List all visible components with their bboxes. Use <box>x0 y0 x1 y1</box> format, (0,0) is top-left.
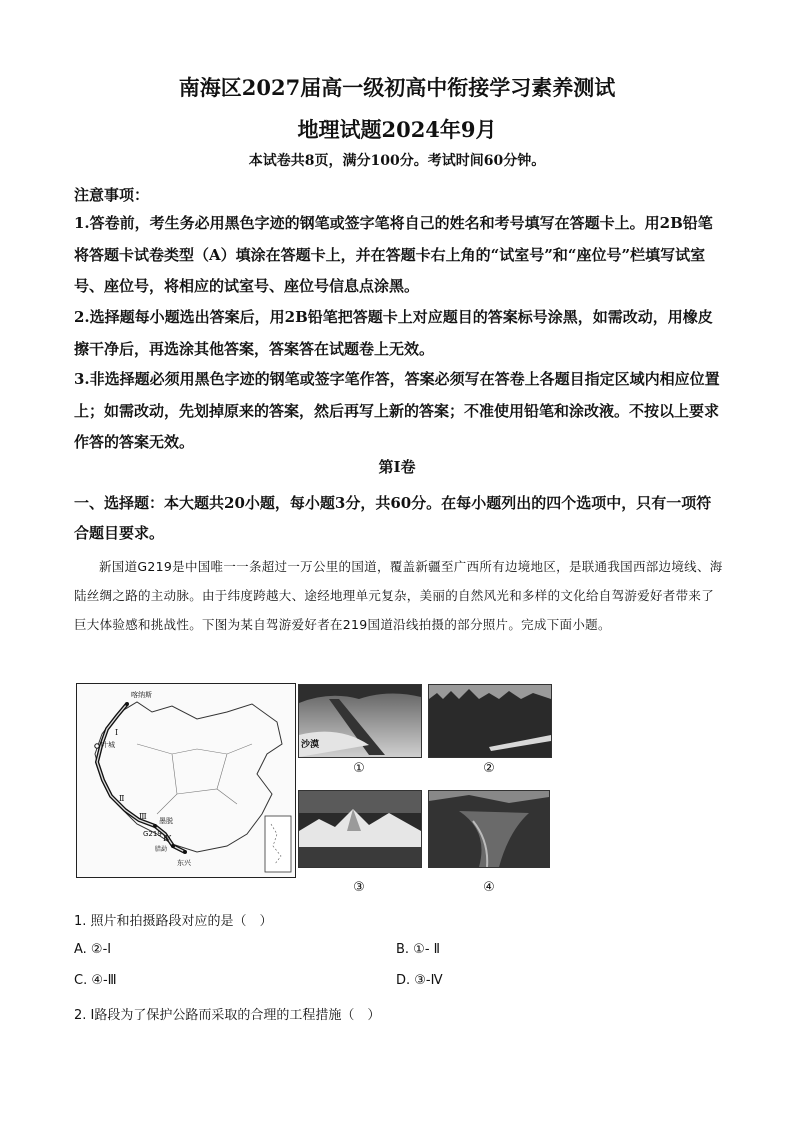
question-1-option-d: D. ③-Ⅳ <box>396 973 443 988</box>
label-lameng: 腊勐 <box>155 846 168 853</box>
photo-label-4: ④ <box>483 880 495 895</box>
label-motuo: 墨脱 <box>159 817 173 825</box>
note-item-3: 3.非选择题必须用黑色字迹的钢笔或签字笔作答，答案必须写在答卷上各题目指定区域内相应位置上；如需改动，先划掉原来的答案，然后再写上新的答案；不准使用铅笔和涂改液。不按以上要求作答的答案无效。 <box>74 370 720 451</box>
question-1-stem: 1. 照片和拍摄路段对应的是（ ） <box>74 914 273 929</box>
photo-1-desert-road <box>298 684 422 758</box>
question-2-stem: 2. Ⅰ路段为了保护公路而采取的合理的工程措施（ ） <box>74 1008 381 1023</box>
note-item-1: 1.答卷前，考生务必用黑色字迹的钢笔或签字笔将自己的姓名和考号填写在答题卡上。用2B铅笔将答题卡试卷类型（A）填涂在答题卡上，并在答题卡右上角的“试室号”和“座位号”栏填写试室号、座位号，将相应的试室号、座位号信息点涂黑。 <box>74 214 713 295</box>
china-map-g219 <box>76 683 296 878</box>
question-1-option-b: B. ①- Ⅱ <box>396 942 441 957</box>
photo-3-snow-mountains <box>298 790 422 868</box>
note-item-2: 2.选择题每小题选出答案后，用2B铅笔把答题卡上对应题目的答案标号涂黑，如需改动，用橡皮擦干净后，再选涂其他答案，答案答在试题卷上无效。 <box>74 308 713 358</box>
exam-subtitle-date: 地理试题2024年9月 <box>297 117 497 142</box>
exam-info: 本试卷共8页，满分100分。考试时间60分钟。 <box>248 153 546 169</box>
label-g219: G219 <box>143 830 162 838</box>
question-1-option-c: C. ④-Ⅲ <box>74 973 117 988</box>
exam-title: 南海区2027届高一级初高中衔接学习素养测试 <box>178 75 616 100</box>
photo-2-forest <box>428 684 552 758</box>
map-drawing <box>77 684 295 877</box>
photo-label-1: ① <box>353 761 365 776</box>
segment-3-label: Ⅲ <box>139 812 147 821</box>
label-dongxing: 东兴 <box>177 859 191 867</box>
segment-4-label: Ⅳ <box>163 834 171 843</box>
section-title: 一、选择题：本大题共20小题，每小题3分，共60分。在每小题列出的四个选项中，只有一项符合题目要求。 <box>74 494 712 542</box>
segment-1-label: Ⅰ <box>115 728 119 737</box>
reading-passage: 新国道G219是中国唯一一条超过一万公里的国道，覆盖新疆至广西所有边境地区，是联通我国西部边境线、海陆丝绸之路的主动脉。由于纬度跨越大、途经地理单元复杂，美丽的自然风光和多样的文化给自驾游爱好者带来了巨大体验感和挑战性。下图为某自驾游爱好者在219国道沿线拍摄的部分照片。完成下面小题。 <box>74 559 723 632</box>
photo-label-3: ③ <box>353 880 365 895</box>
part-title: 第Ⅰ卷 <box>378 458 416 476</box>
photo-label-2: ② <box>483 761 495 776</box>
question-1-option-a: A. ②-Ⅰ <box>74 942 112 957</box>
segment-2-label: Ⅱ <box>119 794 125 803</box>
photo-4-valley <box>428 790 550 868</box>
label-yecheng: 叶城 <box>101 741 115 749</box>
photo-1-caption: 沙漠 <box>301 740 320 750</box>
notes-heading: 注意事项： <box>74 186 150 204</box>
label-kanas: 喀纳斯 <box>131 691 152 699</box>
